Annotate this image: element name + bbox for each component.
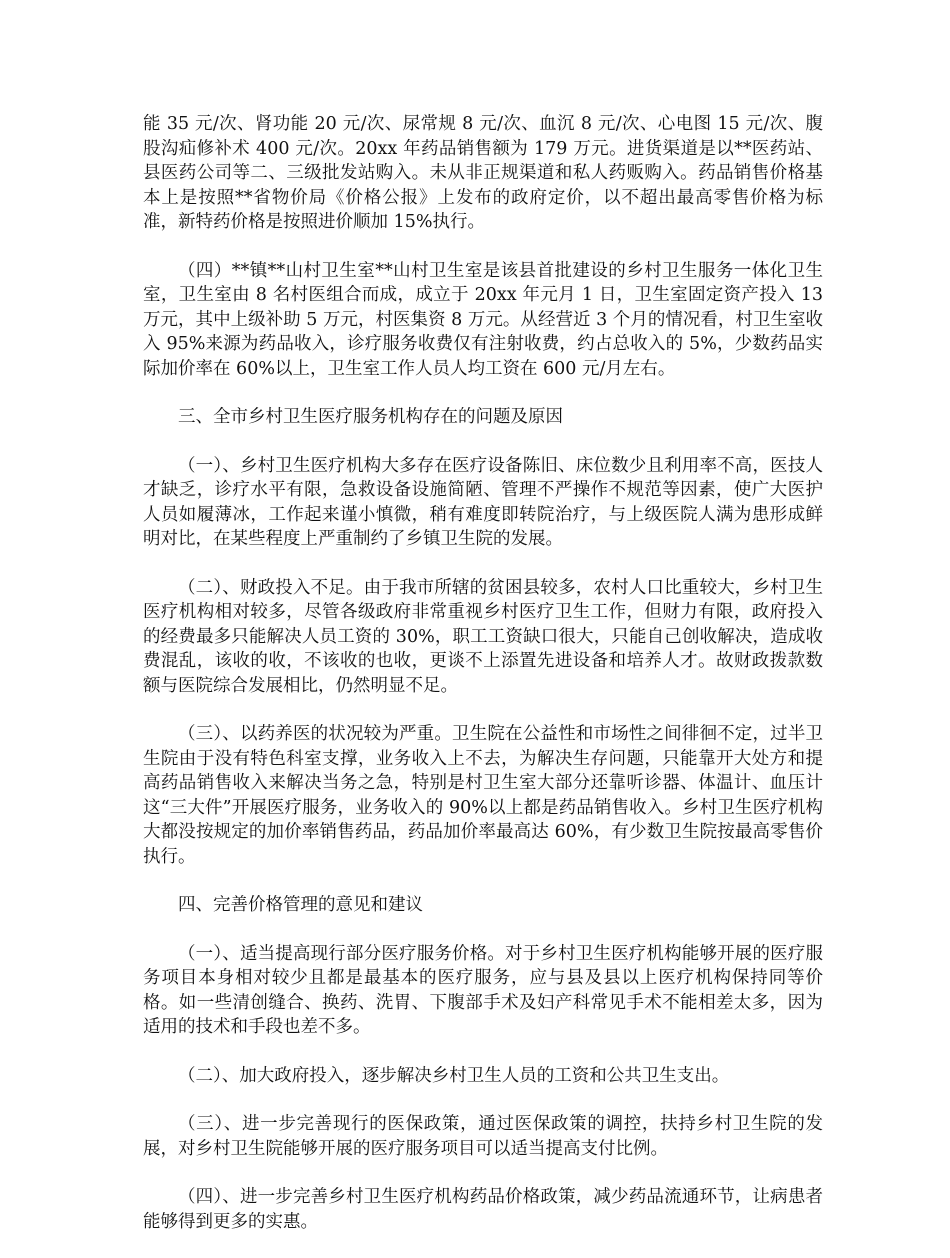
paragraph-suggestion-investment: （二）、加大政府投入，逐步解决乡村卫生人员的工资和公共卫生支出。 [178, 1065, 730, 1086]
paragraph-problem-equipment: （一）、乡村卫生医疗机构大多存在医疗设备陈旧、床位数少且利用率不高，医技人才缺乏，诊疗水平有限，急救设备设施简陋、管理不严操作不规范等因素，使广大医护人员如履薄冰，工作起来谨小慎微，稍有难度即转院治疗，与上级医院人满为患形成鲜明对比，在某些程度上严重制约了乡镇卫生院的发展。 [143, 455, 823, 549]
section-heading-problems: 三、全市乡村卫生医疗服务机构存在的问题及原因 [178, 407, 563, 427]
paragraph-village-clinic: （四）**镇**山村卫生室**山村卫生室是该县首批建设的乡村卫生服务一体化卫生室，卫生室由 8 名村医组合而成，成立于 20xx 年元月 1 日，卫生室固定资产投入 13 万元，其中上级补助 5 万元，村医集资 8 万元。从经营近 3 个月的情况看，村卫生室收入 95%来源为药品收入，诊疗服务收费仅有注射收费，约占总收入的 5%，少数药品实际加价率在 60%以上，卫生室工作人员人均工资在 600 元/月左右。 [143, 260, 823, 379]
paragraph-problem-drug-revenue: （三）、以药养医的状况较为严重。卫生院在公益性和市场性之间徘徊不定，过半卫生院由于没有特色科室支撑，业务收入上不去，为解决生存问题，只能靠开大处方和提高药品销售收入来解决当务之急，特别是村卫生室大部分还靠听诊器、体温计、血压计这“三大件”开展医疗服务，业务收入的 90%以上都是药品销售收入。乡村卫生医疗机构大都没按规定的加价率销售药品，药品加价率最高达 60%，有少数卫生院按最高零售价执行。 [143, 724, 823, 867]
paragraph-pricing-continuation: 能 35 元/次、肾功能 20 元/次、尿常规 8 元/次、血沉 8 元/次、心电图 15 元/次、腹股沟疝修补术 400 元/次。20xx 年药品销售额为 179 万元。进货渠道是以**医药站、县医药公司等二、三级批发站购入。未从非正规渠道和私人药贩购入。药品销售价格基本上是按照**省物价局《价格公报》上发布的政府定价，以不超出最高零售价格为标准，新特药价格是按照进价顺加 15%执行。 [143, 114, 823, 232]
paragraph-suggestion-insurance: （三）、进一步完善现行的医保政策，通过医保政策的调控，扶持乡村卫生院的发展，对乡村卫生院能够开展的医疗服务项目可以适当提高支付比例。 [143, 1114, 823, 1159]
paragraph-suggestion-drug-policy: （四）、进一步完善乡村卫生医疗机构药品价格政策，减少药品流通环节，让病患者能够得到更多的实惠。 [143, 1187, 823, 1232]
paragraph-suggestion-prices: （一）、适当提高现行部分医疗服务价格。对于乡村卫生医疗机构能够开展的医疗服务项目本身相对较少且都是最基本的医疗服务，应与县及县以上医疗机构保持同等价格。如一些清创缝合、换药、洗胃、下腹部手术及妇产科常见手术不能相差太多，因为适用的技术和手段也差不多。 [143, 943, 823, 1037]
document-body [143, 112, 823, 1258]
section-heading-suggestions: 四、完善价格管理的意见和建议 [178, 895, 423, 915]
paragraph-problem-funding: （二）、财政投入不足。由于我市所辖的贫困县较多，农村人口比重较大，乡村卫生医疗机构相对较多，尽管各级政府非常重视乡村医疗卫生工作，但财力有限，政府投入的经费最多只能解决人员工资的 30%，职工工资缺口很大，只能自己创收解决，造成收费混乱，该收的收，不该收的也收，更谈不上添置先进设备和培养人才。故财政拨款数额与医院综合发展相比，仍然明显不足。 [143, 577, 823, 696]
